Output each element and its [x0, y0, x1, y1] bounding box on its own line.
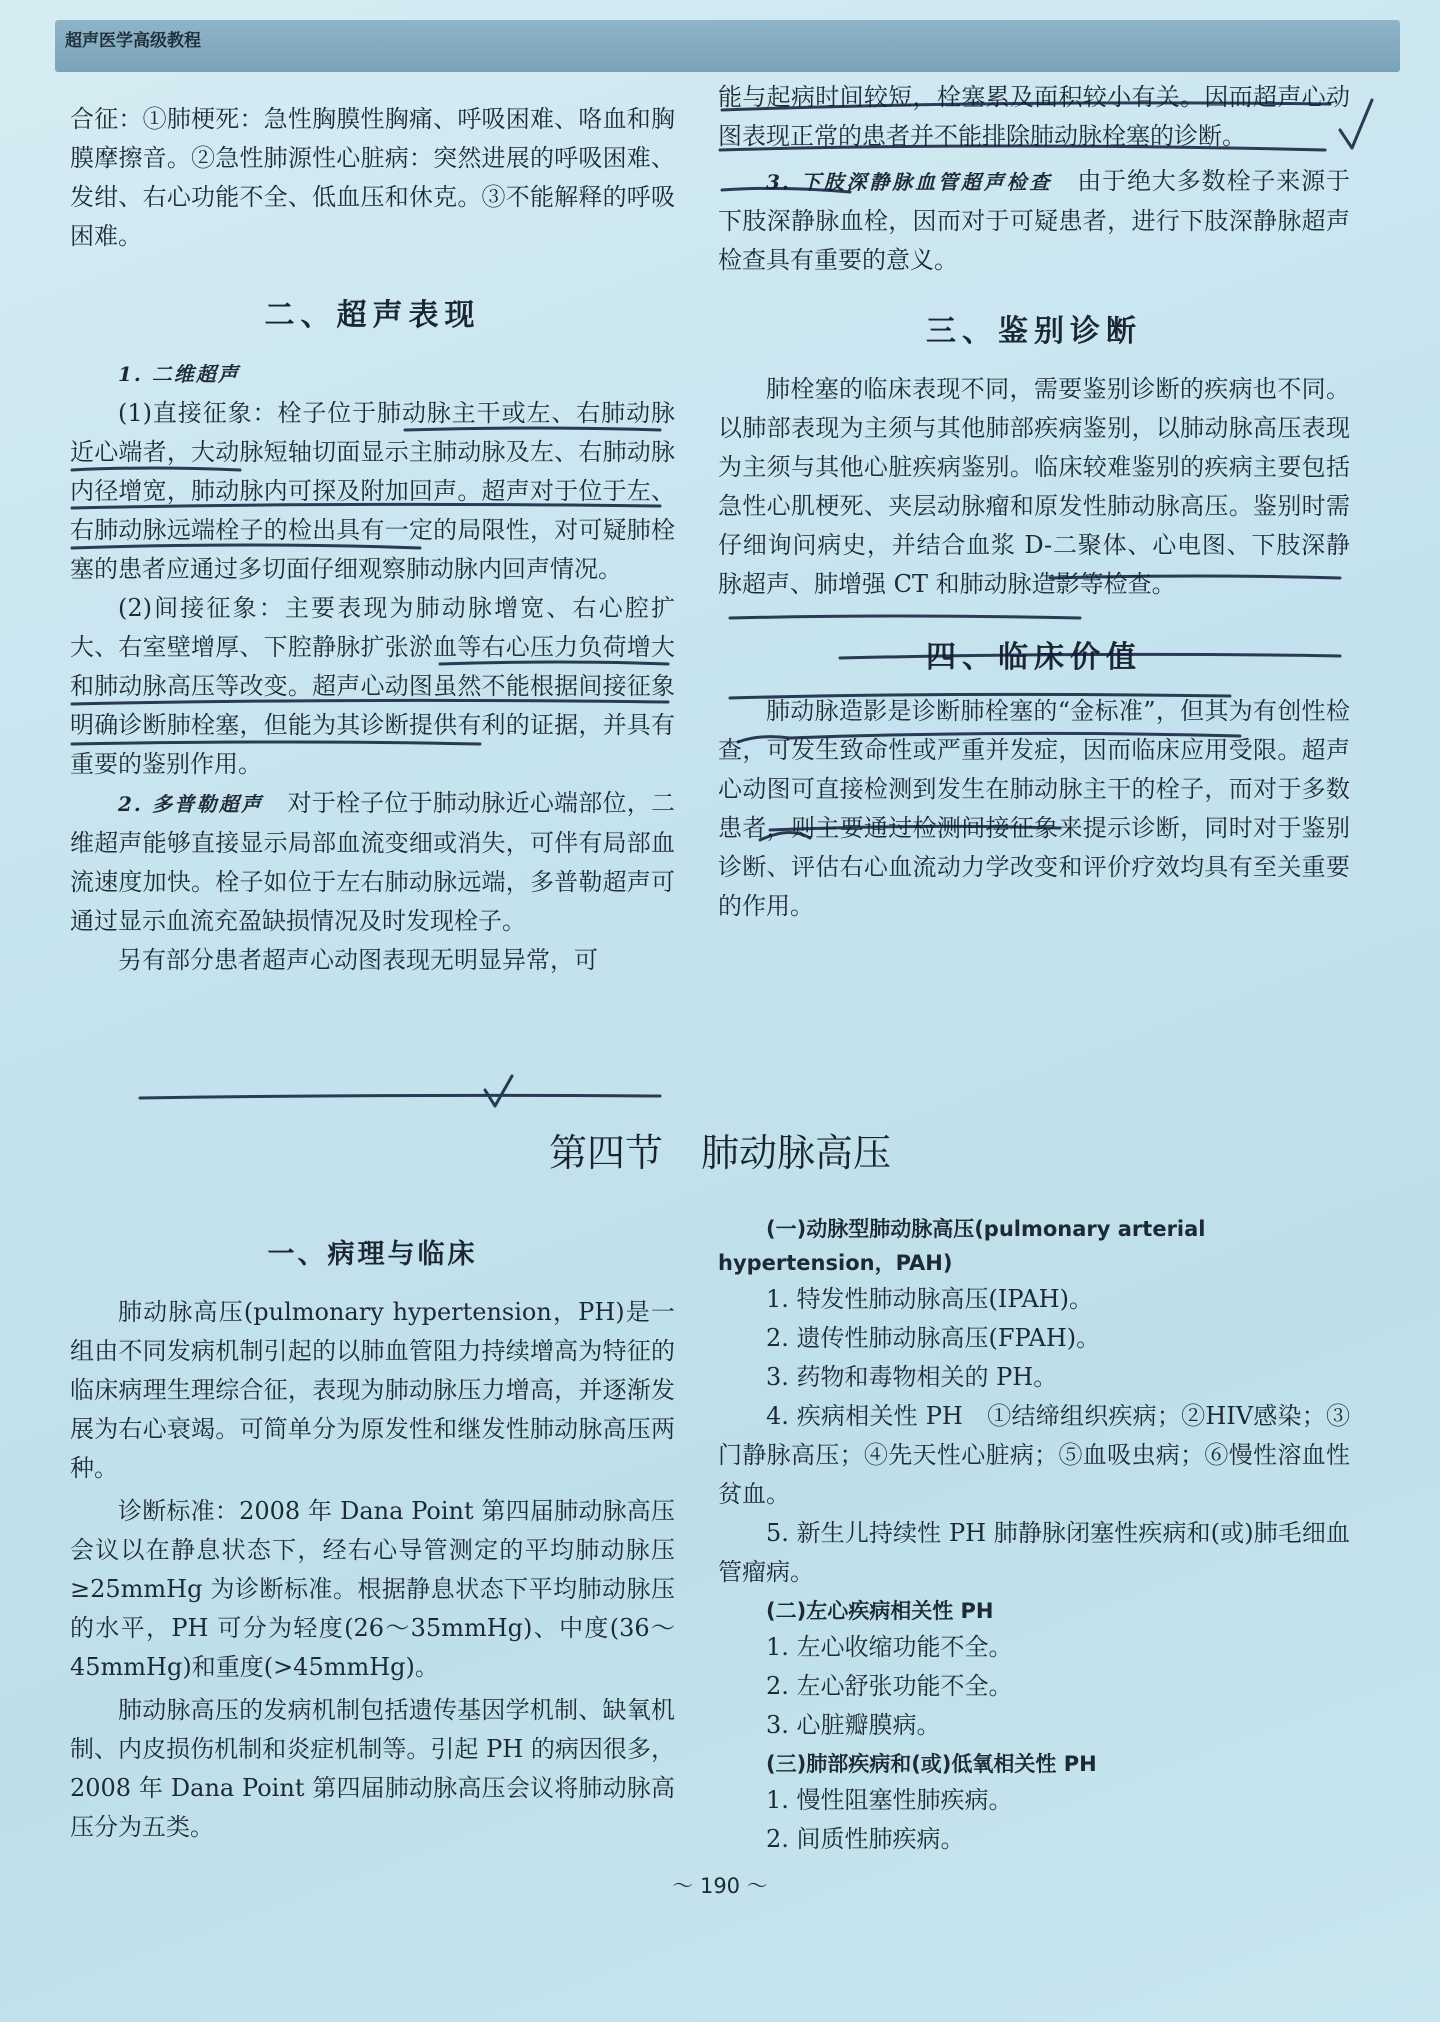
left-column-upper [70, 100, 675, 980]
list-item: 2. 间质性肺疾病。 [766, 1825, 965, 1853]
category-list-left-heart [718, 1628, 1350, 1745]
section-title-clinical-value: 四、临床价值 [926, 640, 1142, 675]
list-item: 3. 心脏瓣膜病。 [766, 1711, 941, 1739]
paragraph-indirect-sign: (2)间接征象：主要表现为肺动脉增宽、右心腔扩大、右室壁增厚、下腔静脉扩张淤血等右心压力负荷增大和肺动脉高压等改变。超声心动图虽然不能根据间接征象明确诊断肺栓塞，但能为其诊断提供有利的证据，并具有重要的鉴别作用。 [70, 594, 675, 778]
category-list-pah [718, 1280, 1350, 1592]
subheading-lower-limb: 3. 下肢深静脉血管超声检查 [766, 170, 1053, 194]
list-item: 1. 左心收缩功能不全。 [766, 1633, 1013, 1661]
right-column-lower [718, 1212, 1350, 1859]
page-number: ～ 190 ～ [672, 1874, 768, 1898]
paragraph-direct-sign: (1)直接征象：栓子位于肺动脉主干或左、右肺动脉近心端者，大动脉短轴切面显示主肺动脉及左、右肺动脉内径增宽，肺动脉内可探及附加回声。超声对于位于左、右肺动脉远端栓子的检出具有一定的局限性，对可疑肺栓塞的患者应通过多切面仔细观察肺动脉内回声情况。 [70, 399, 675, 583]
chapter-heading [0, 1122, 1440, 1177]
chapter-name: 肺动脉高压 [701, 1131, 892, 1175]
subheading-2d: 1. 二维超声 [118, 362, 240, 386]
paragraph-doppler: 2. 多普勒超声 对于栓子位于肺动脉近心端部位，二维超声能够直接显示局部血流变细或消失，可伴有局部血流速度加快。栓子如位于左右肺动脉远端，多普勒超声可通过显示血流充盈缺损情况及时发现栓子。 [70, 789, 675, 935]
chapter-number: 第四节 [548, 1131, 663, 1175]
section-title-differential: 三、鉴别诊断 [926, 314, 1142, 349]
paragraph-diagnostic-criteria: 诊断标准：2008 年 Dana Point 第四届肺动脉高压会议以在静息状态下，经右心导管测定的平均肺动脉压≥25mmHg 为诊断标准。根据静息状态下平均肺动脉压的水平，PH 可分为轻度(26～35mmHg)、中度(36～45mmHg)和重度(>45mmHg)。 [70, 1497, 675, 1681]
list-item: 1. 特发性肺动脉高压(IPAH)。 [766, 1285, 1093, 1313]
category-heading-lung: (三)肺部疾病和(或)低氧相关性 PH [766, 1752, 1097, 1776]
list-item: 1. 慢性阻塞性肺疾病。 [766, 1786, 1013, 1814]
paragraph-ph-definition: 肺动脉高压(pulmonary hypertension，PH)是一组由不同发病机制引起的以肺血管阻力持续增高为特征的临床病理生理综合征，表现为肺动脉压力增高，并逐渐发展为右心衰竭。可简单分为原发性和继发性肺动脉高压两种。 [70, 1298, 675, 1482]
paragraph-continuation: 能与起病时间较短，栓塞累及面积较小有关。因而超声心动图表现正常的患者并不能排除肺动脉栓塞的诊断。 [718, 83, 1350, 150]
list-item: 5. 新生儿持续性 PH 肺静脉闭塞性疾病和(或)肺毛细血管瘤病。 [718, 1519, 1350, 1586]
paragraph-mechanism: 肺动脉高压的发病机制包括遗传基因学机制、缺氧机制、内皮损伤机制和炎症机制等。引起 PH 的病因很多，2008 年 Dana Point 第四届肺动脉高压会议将肺动脉高压分为五类。 [70, 1696, 675, 1841]
subheading-doppler: 2. 多普勒超声 [118, 792, 264, 816]
paragraph-normal-echo: 另有部分患者超声心动图表现无明显异常，可 [118, 946, 598, 974]
category-list-lung [718, 1781, 1350, 1859]
section-title-pathology: 一、病理与临床 [267, 1239, 478, 1270]
left-column-lower [70, 1232, 675, 1847]
category-heading-pah: (一)动脉型肺动脉高压(pulmonary arterial hypertension，PAH) [718, 1217, 1206, 1275]
running-header-bar [55, 20, 1400, 72]
paragraph-clinical-symptoms: 合征：①肺梗死：急性胸膜性胸痛、呼吸困难、咯血和胸膜摩擦音。②急性肺源性心脏病：突然进展的呼吸困难、发绀、右心功能不全、低血压和休克。③不能解释的呼吸困难。 [70, 105, 675, 250]
running-header-title: 超声医学高级教程 [65, 31, 201, 51]
paragraph-clinical-value: 肺动脉造影是诊断肺栓塞的“金标准”，但其为有创性检查，可发生致命性或严重并发症，因而临床应用受限。超声心动图可直接检测到发生在肺动脉主干的栓子，而对于多数患者，则主要通过检测间接征象来提示诊断，同时对于鉴别诊断、评估右心血流动力学改变和评价疗效均具有至关重要的作用。 [718, 697, 1350, 920]
category-heading-left-heart: (二)左心疾病相关性 PH [766, 1599, 994, 1623]
right-column-upper [718, 78, 1350, 926]
underline-mark [140, 1095, 660, 1098]
list-item: 3. 药物和毒物相关的 PH。 [766, 1363, 1058, 1391]
paragraph-differential: 肺栓塞的临床表现不同，需要鉴别诊断的疾病也不同。以肺部表现为主须与其他肺部疾病鉴别，以肺动脉高压表现为主须与其他心脏疾病鉴别。临床较难鉴别的疾病主要包括急性心肌梗死、夹层动脉瘤和原发性肺动脉高压。鉴别时需仔细询问病史，并结合血浆 D-二聚体、心电图、下肢深静脉超声、肺增强 CT 和肺动脉造影等检查。 [718, 375, 1350, 598]
list-item: 4. 疾病相关性 PH ①结缔组织疾病；②HIV感染；③门静脉高压；④先天性心脏病；⑤血吸虫病；⑥慢性溶血性贫血。 [718, 1402, 1350, 1508]
list-item: 2. 遗传性肺动脉高压(FPAH)。 [766, 1324, 1101, 1352]
check-mark-icon [485, 1076, 512, 1106]
list-item: 2. 左心舒张功能不全。 [766, 1672, 1013, 1700]
paragraph-lower-limb: 3. 下肢深静脉血管超声检查 由于绝大多数栓子来源于下肢深静脉血栓，因而对于可疑患者，进行下肢深静脉超声检查具有重要的意义。 [718, 167, 1351, 274]
section-title-ultrasound: 二、超声表现 [264, 298, 481, 333]
